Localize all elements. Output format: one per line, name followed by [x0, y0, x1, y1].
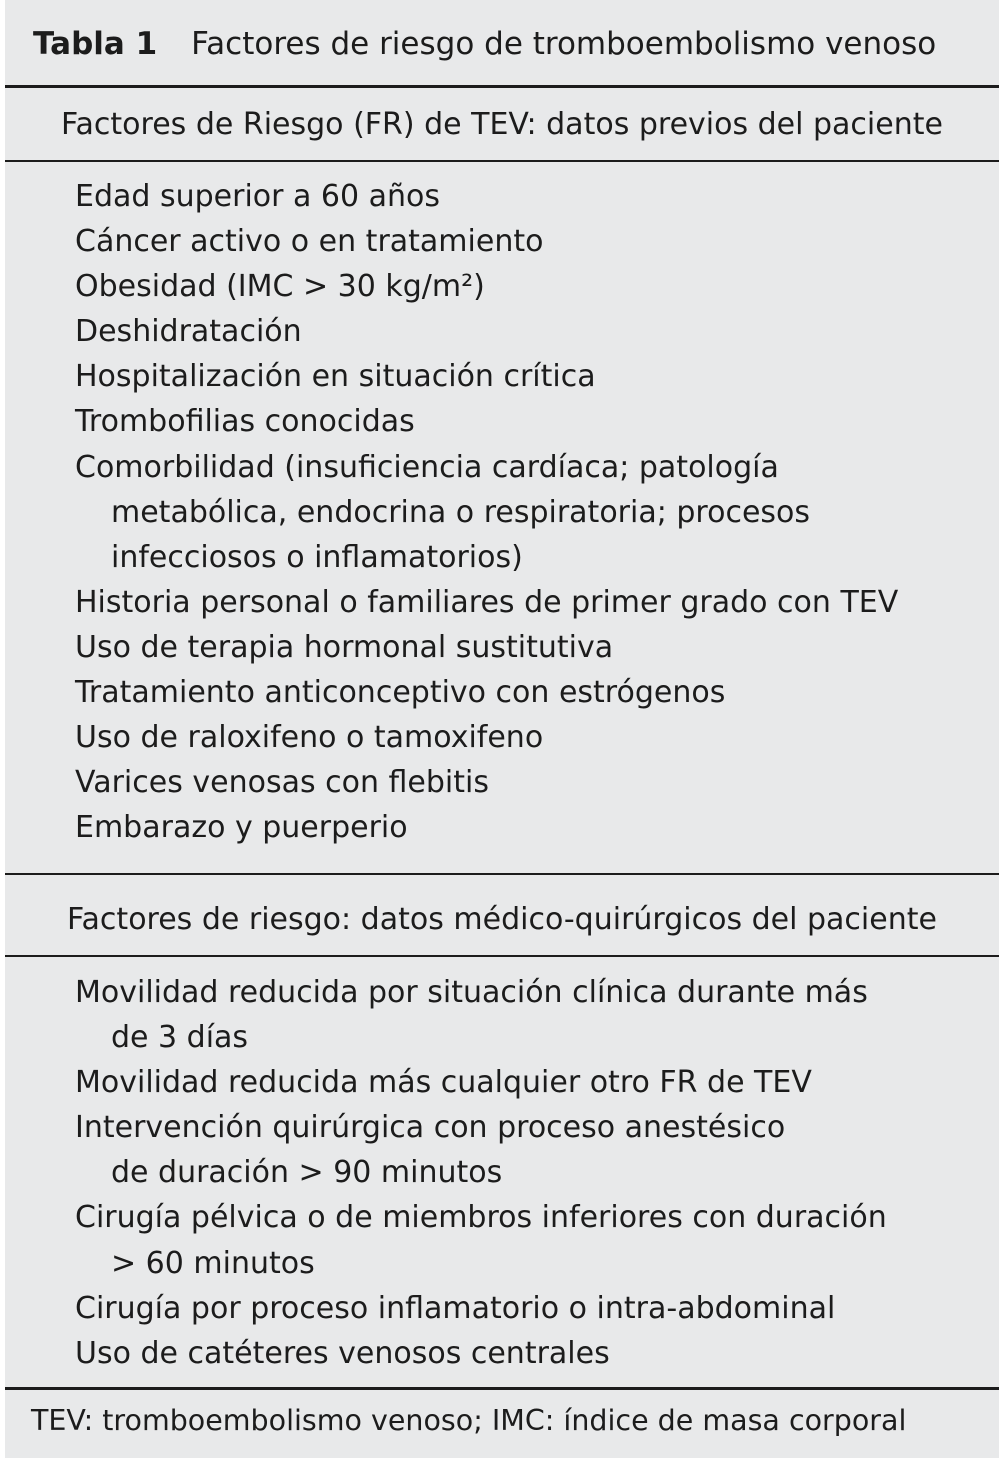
- list-item: Movilidad reducida por situación clínica durante más: [75, 975, 868, 1010]
- list-item-continuation: infecciosos o inflamatorios): [111, 539, 523, 575]
- list-item: Uso de terapia hormonal sustitutiva: [75, 629, 614, 665]
- bottom-rule: [5, 1387, 999, 1390]
- list-item: Deshidratación: [75, 314, 302, 350]
- list-item-continuation: de duración > 90 minutos: [111, 1155, 503, 1191]
- list-item: Intervención quirúrgica con proceso anestésico: [75, 1110, 786, 1146]
- table-title: Factores de riesgo de tromboembolismo venoso: [191, 26, 937, 62]
- list-item-continuation: metabólica, endocrina o respiratoria; procesos: [111, 494, 811, 530]
- list-item: Movilidad reducida más cualquier otro FR de TEV: [75, 1065, 812, 1101]
- section-2-top-rule: [5, 873, 999, 875]
- top-rule: [5, 85, 999, 88]
- list-item: Uso de raloxifeno o tamoxifeno: [75, 720, 544, 756]
- table-footnote: TEV: tromboembolismo venoso; IMC: índice de masa corporal: [31, 1404, 907, 1437]
- list-item: Cirugía pélvica o de miembros inferiores con duración: [75, 1200, 887, 1236]
- list-item: Embarazo y puerperio: [75, 810, 408, 846]
- table-label: Tabla 1: [33, 26, 158, 62]
- list-item-continuation: > 60 minutos: [111, 1245, 315, 1281]
- list-item: Cirugía por proceso inflamatorio o intra-abdominal: [75, 1290, 836, 1326]
- section-heading-medical-surgical: Factores de riesgo: datos médico-quirúrgicos del paciente: [67, 902, 937, 937]
- list-item: Historia personal o familiares de primer grado con TEV: [75, 584, 899, 620]
- list-item: Hospitalización en situación crítica: [75, 359, 596, 395]
- risk-factor-table: [5, 0, 999, 1458]
- list-item-continuation: de 3 días: [111, 1020, 249, 1056]
- list-item: Trombofilias conocidas: [75, 404, 415, 440]
- list-item: Varices venosas con flebitis: [75, 765, 489, 801]
- list-item: Obesidad (IMC > 30 kg/m²): [75, 269, 485, 305]
- table-caption: [33, 22, 936, 66]
- patient-history-list: [75, 174, 898, 850]
- medical-surgical-list: [75, 970, 887, 1376]
- list-item: Comorbilidad (insuficiencia cardíaca; patología: [75, 449, 779, 485]
- list-item: Tratamiento anticonceptivo con estrógenos: [75, 675, 726, 711]
- section-2-rule: [5, 955, 999, 957]
- list-item: Edad superior a 60 años: [75, 179, 441, 214]
- list-item: Uso de catéteres venosos centrales: [75, 1335, 610, 1371]
- section-1-rule: [5, 160, 999, 162]
- list-item: Cáncer activo o en tratamiento: [75, 224, 544, 260]
- section-heading-patient-history: Factores de Riesgo (FR) de TEV: datos previos del paciente: [61, 107, 943, 142]
